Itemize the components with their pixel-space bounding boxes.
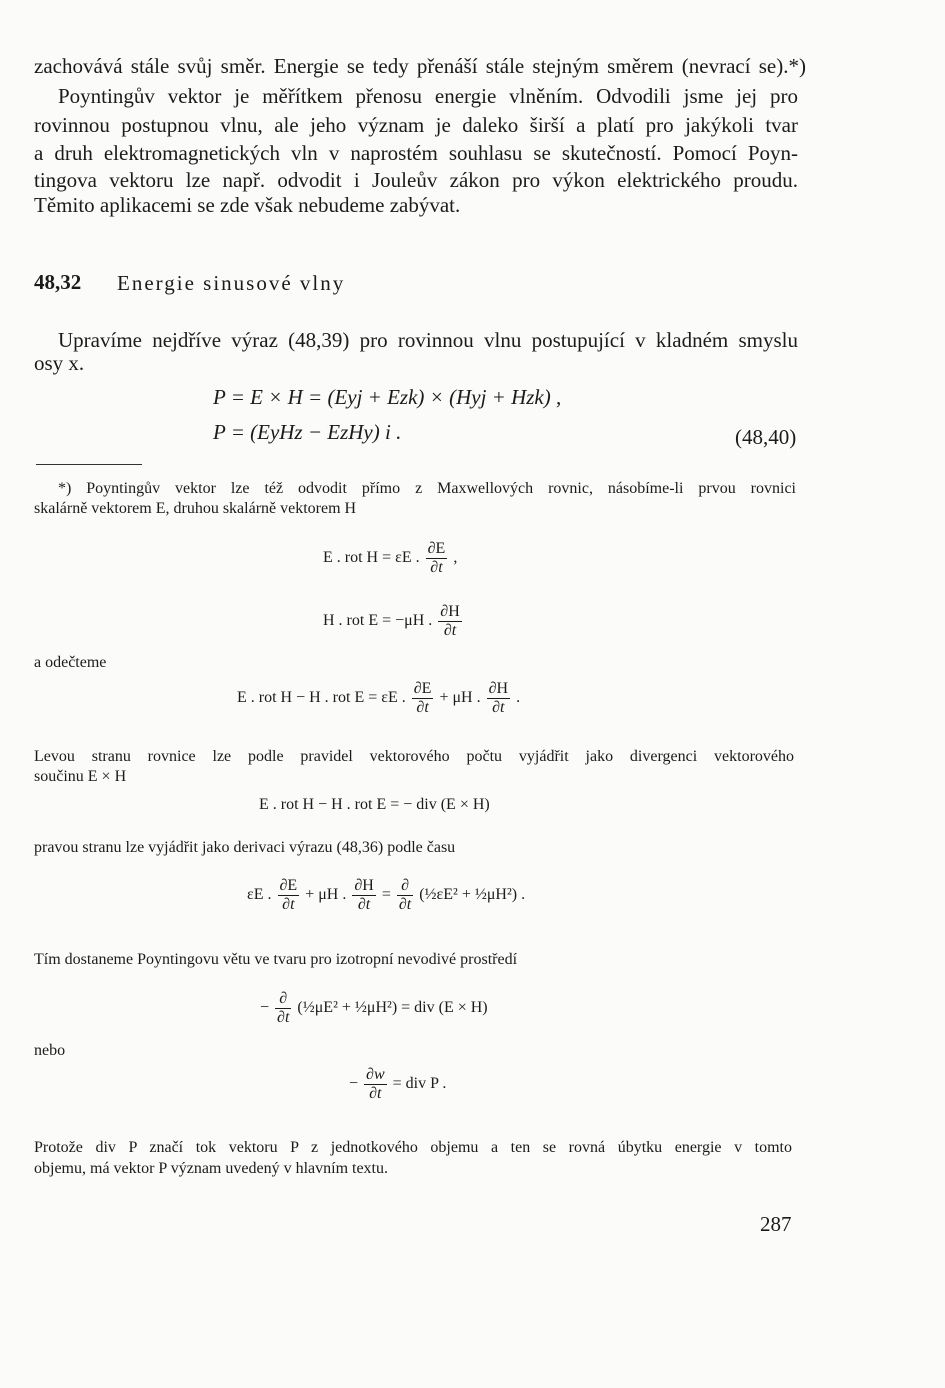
equation-e-den2: ∂t	[357, 895, 371, 913]
subtract-text: a odečteme	[34, 654, 107, 671]
footnote-para4: Tím dostaneme Poyntingovu větu ve tvaru pro izotropní nevodivé prostředí	[34, 951, 518, 968]
intro-line-2: osy x.	[34, 351, 85, 375]
equation-a-den: ∂t	[430, 558, 443, 576]
equation-c-mid: + μH .	[439, 688, 481, 706]
footnote-para2-line-1: Levou stranu rovnice lze podle pravidel vektorového počtu vyjádřit jako divergenci vektorového	[34, 748, 794, 765]
equation-b-left: H . rot E = −μH .	[323, 611, 433, 629]
section-title: Energie sinusové vlny	[117, 271, 346, 295]
equation-f	[260, 990, 488, 1026]
footnote-para2-line-2: součinu E × H	[34, 768, 127, 785]
equation-g-b: = div P .	[392, 1074, 447, 1092]
equation-e-a: εE .	[247, 885, 272, 903]
footnote-para5-line-1: Protože div P značí tok vektoru P z jednotkového objemu a ten se rovná úbytku energie v tomto	[34, 1139, 792, 1156]
equation-f-b: (½μE² + ½μH²) = div (E × H)	[297, 998, 488, 1016]
or-text: nebo	[34, 1042, 66, 1059]
equation-b	[323, 603, 464, 639]
equation-g-a: −	[349, 1074, 359, 1092]
footnote-line-1: *) Poyntingův vektor lze též odvodit přímo z Maxwellových rovnic, násobíme-li prvou rovnici	[58, 480, 796, 497]
equation-e-den1: ∂t	[282, 895, 295, 913]
equation-c-tail: .	[516, 688, 521, 706]
equation-g-den: ∂t	[369, 1084, 382, 1102]
footnote-para5-line-2: objemu, má vektor P význam uvedený v hlavním textu.	[34, 1160, 388, 1177]
equation-g	[349, 1066, 446, 1102]
footnote-para3: pravou stranu lze vyjádřit jako derivaci výrazu (48,36) podle času	[34, 839, 456, 856]
intro-line-1: Upravíme nejdříve výraz (48,39) pro rovinnou vlnu postupující v kladném smyslu	[58, 328, 798, 352]
equation-e-d: (½εE² + ½μH²) .	[419, 885, 526, 903]
equation-poynting-result: P = (EyHz − EzHy) i .	[213, 420, 402, 444]
equation-c-left: E . rot H − H . rot E = εE .	[237, 688, 406, 706]
footnote-rule	[36, 464, 142, 465]
equation-e-num2: ∂H	[354, 877, 374, 894]
equation-a-num: ∂E	[427, 540, 446, 557]
body-line-4: a druh elektromagnetických vln v naprostém souhlasu se skutečností. Pomocí Poyn-	[34, 141, 798, 165]
equation-c-num2: ∂H	[488, 680, 509, 697]
equation-e-c: =	[381, 885, 391, 903]
equation-f-num: ∂	[275, 990, 291, 1009]
equation-c-den2: ∂t	[492, 698, 505, 716]
equation-d: E . rot H − H . rot E = − div (E × H)	[259, 796, 490, 813]
body-line-5: tingova vektoru lze např. odvodit i Jouleův zákon pro výkon elektrického proudu.	[34, 168, 798, 192]
equation-c-den1: ∂t	[416, 698, 429, 716]
equation-e-b: + μH .	[305, 885, 347, 903]
equation-a	[323, 540, 457, 576]
equation-g-num: ∂w	[366, 1066, 385, 1083]
section-number: 48,32	[34, 270, 82, 294]
body-line-1: zachovává stále svůj směr. Energie se tedy přenáší stále stejným směrem (nevrací se).*)	[34, 54, 806, 78]
equation-e-num1: ∂E	[279, 877, 298, 894]
equation-e-den3: ∂t	[398, 895, 412, 913]
equation-poynting-expanded: P = E × H = (Eyj + Ezk) × (Hyj + Hzk) ,	[213, 385, 562, 409]
equation-e-num3: ∂	[397, 877, 413, 896]
equation-a-left: E . rot H = εE .	[323, 548, 420, 566]
equation-e	[247, 877, 525, 913]
body-line-2: Poyntingův vektor je měřítkem přenosu energie vlněním. Odvodili jsme jej pro	[58, 84, 798, 108]
body-line-6: Těmito aplikacemi se zde však nebudeme zabývat.	[34, 193, 461, 217]
footnote-line-2: skalárně vektorem E, druhou skalárně vektorem H	[34, 500, 357, 517]
equation-c	[237, 680, 520, 716]
equation-number: (48,40)	[735, 425, 797, 449]
equation-f-a: −	[260, 998, 270, 1016]
equation-b-num: ∂H	[440, 603, 460, 620]
equation-a-tail: ,	[453, 548, 458, 566]
page-number: 287	[760, 1212, 792, 1236]
equation-f-den: ∂t	[277, 1008, 290, 1026]
equation-b-den: ∂t	[443, 621, 457, 639]
body-line-3: rovinnou postupnou vlnu, ale jeho význam je daleko širší a platí pro jakýkoli tvar	[34, 113, 798, 137]
equation-c-num1: ∂E	[413, 680, 432, 697]
